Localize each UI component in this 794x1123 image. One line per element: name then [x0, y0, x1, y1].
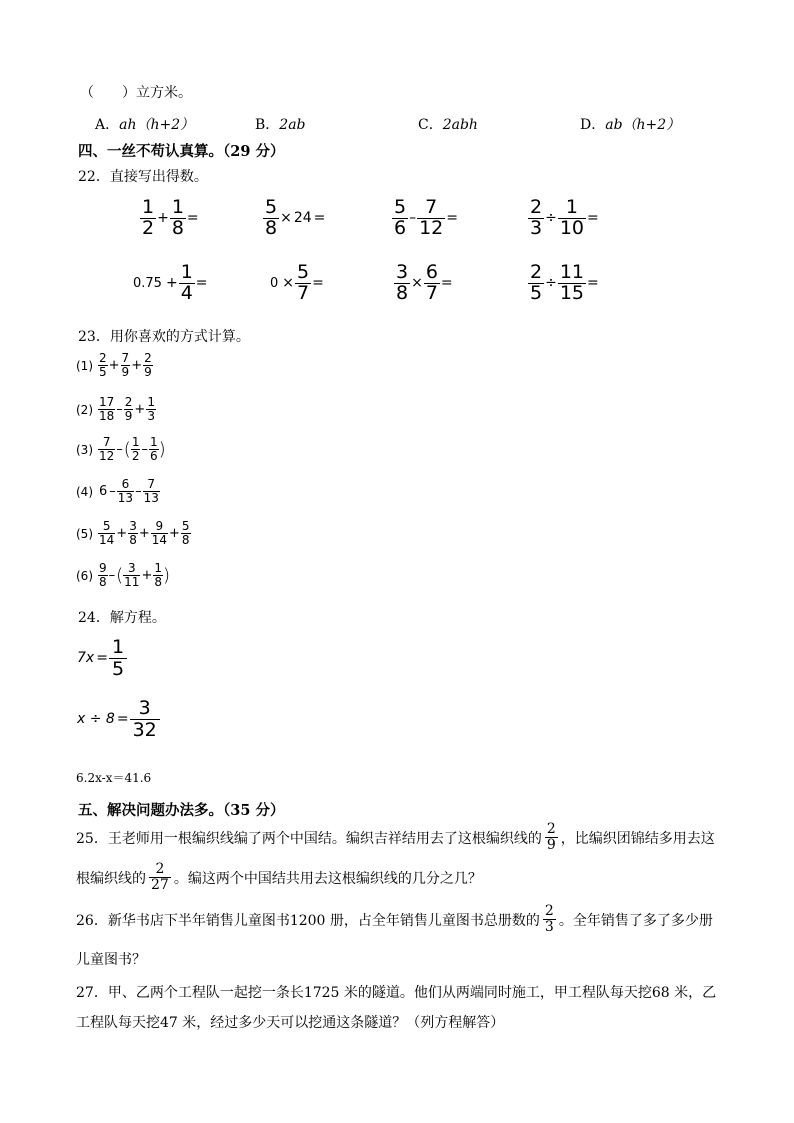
fraction: $\frac{7}{12}$	[419, 196, 444, 239]
fraction: $\frac{1}{2}$	[131, 435, 140, 464]
fraction: $\frac{3}{11}$	[124, 561, 140, 590]
fraction: $\frac{2}{9}$	[144, 351, 152, 380]
fraction: $\frac{1}{3}$	[147, 395, 155, 424]
fraction: $\frac{9}{14}$	[151, 519, 168, 548]
fraction: $\frac{1}{10}$	[559, 196, 585, 239]
q22-expr-2a: 0.75 + $\frac{1}{4}$ =	[133, 261, 208, 304]
q22-title: 22．直接写出得数。	[78, 169, 208, 185]
fraction: $\frac{2}{9}$	[546, 821, 556, 854]
q26-line-1: 26．新华书店下半年销售儿童图书1200 册，占全年销售儿童图书总册数的 $\frac{2}{3}$ 。全年销售了多了多少册	[76, 903, 713, 936]
fraction: $\frac{1}{5}$	[109, 637, 127, 680]
q22-expr-2c: $\frac{3}{8}$ × $\frac{6}{7}$ =	[396, 261, 453, 304]
fraction: $\frac{2}{3}$	[544, 903, 554, 936]
fraction: $\frac{6}{7}$	[425, 261, 438, 304]
q21-option-d[interactable]: D．ab（h+2）	[580, 117, 681, 133]
fraction: $\frac{9}{8}$	[99, 561, 107, 590]
fraction: $\frac{5}{8}$	[265, 196, 278, 239]
q23-expr-6: (6) $\frac{9}{8}$ –( $\frac{3}{11}$ + $\frac{1}{8}$ )	[76, 561, 171, 590]
q23-expr-3: (3) $\frac{7}{12}$ –( $\frac{1}{2}$ – $\frac{1}{6}$ )	[76, 435, 166, 464]
fraction: $\frac{11}{15}$	[559, 261, 585, 304]
fraction: $\frac{5}{8}$	[181, 519, 190, 548]
q24-equation-3: 6.2x-x＝41.6	[76, 771, 152, 785]
q24-equation-2: x ÷ 8 = $\frac{3}{32}$	[76, 698, 160, 741]
q22-expr-1b: $\frac{5}{8}$ × 24 =	[265, 196, 326, 239]
fraction: $\frac{3}{8}$	[129, 519, 137, 548]
fraction: $\frac{5}{6}$	[394, 196, 407, 239]
section5-heading: 五、解决问题办法多。（35 分）	[78, 802, 285, 819]
q23-expr-1: (1) $\frac{2}{5}$ + $\frac{7}{9}$ + $\frac{2}{9}$	[76, 351, 152, 380]
fraction: $\frac{5}{14}$	[99, 519, 115, 548]
q27-line-1: 27．甲、乙两个工程队一起挖一条长1725 米的隧道。他们从两端同时施工，甲工程队每天挖68 米，乙	[76, 985, 717, 1001]
fraction: $\frac{1}{8}$	[154, 561, 162, 590]
fraction: $\frac{2}{3}$	[530, 196, 543, 239]
fraction: $\frac{3}{32}$	[130, 698, 160, 741]
fraction: $\frac{7}{13}$	[143, 477, 159, 506]
fraction: $\frac{17}{18}$	[99, 395, 115, 424]
q22-expr-1c: $\frac{5}{6}$ – $\frac{7}{12}$ =	[394, 196, 459, 239]
q23-expr-2: (2) $\frac{17}{18}$ – $\frac{2}{9}$ + $\frac{1}{3}$	[76, 395, 155, 424]
q23-expr-5: (5) $\frac{5}{14}$ + $\frac{3}{8}$ + $\frac{9}{14}$ + $\frac{5}{8}$	[76, 519, 190, 548]
q22-expr-2d: $\frac{2}{5}$ ÷ $\frac{11}{15}$ =	[530, 261, 599, 304]
fraction: $\frac{2}{5}$	[99, 351, 107, 380]
q25-line-2: 根编织线的 $\frac{2}{27}$ 。编这两个中国结共用去这根编织线的几分之几？	[76, 861, 482, 894]
fraction: $\frac{2}{5}$	[530, 261, 543, 304]
fraction: $\frac{1}{8}$	[171, 196, 184, 239]
q21-option-c[interactable]: C．2abh	[418, 117, 478, 133]
q27-line-2: 工程队每天挖47 米，经过多少天可以挖通这条隧道？（列方程解答）	[76, 1015, 505, 1031]
fraction: $\frac{7}{12}$	[99, 435, 115, 464]
q22-expr-1a: $\frac{1}{2}$ + $\frac{1}{8}$ =	[142, 196, 199, 239]
fraction: $\frac{1}{2}$	[142, 196, 155, 239]
fraction: $\frac{6}{13}$	[117, 477, 134, 506]
q21-option-b[interactable]: B．2ab	[255, 117, 306, 133]
q22-expr-2b: 0 × $\frac{5}{7}$ =	[270, 261, 324, 304]
fraction: $\frac{2}{9}$	[124, 395, 133, 424]
q21-option-a[interactable]: A．ah（h+2）	[95, 117, 195, 133]
fraction: $\frac{1}{6}$	[149, 435, 158, 464]
section4-heading: 四、一丝不苟认真算。（29 分）	[78, 143, 285, 160]
fraction: $\frac{2}{27}$	[151, 861, 169, 894]
q24-equation-1: 7x = $\frac{1}{5}$	[76, 637, 127, 680]
q23-title: 23．用你喜欢的方式计算。	[78, 329, 250, 345]
q23-expr-4: (4) 6 – $\frac{6}{13}$ – $\frac{7}{13}$	[76, 477, 159, 506]
fraction: $\frac{5}{7}$	[297, 261, 310, 304]
fraction: $\frac{1}{4}$	[180, 261, 193, 304]
q22-expr-1d: $\frac{2}{3}$ ÷ $\frac{1}{10}$ =	[530, 196, 599, 239]
fraction: $\frac{3}{8}$	[396, 261, 409, 304]
q21-stem-tail: （ ）立方米。	[80, 85, 192, 101]
q26-line-2: 儿童图书？	[76, 952, 146, 968]
q24-title: 24．解方程。	[78, 610, 166, 626]
q25-line-1: 25．王老师用一根编织线编了两个中国结。编织吉祥结用去了这根编织线的 $\frac{2}{9}$ ，比编织团锦结多用去这	[76, 821, 715, 854]
fraction: $\frac{7}{9}$	[121, 351, 130, 380]
